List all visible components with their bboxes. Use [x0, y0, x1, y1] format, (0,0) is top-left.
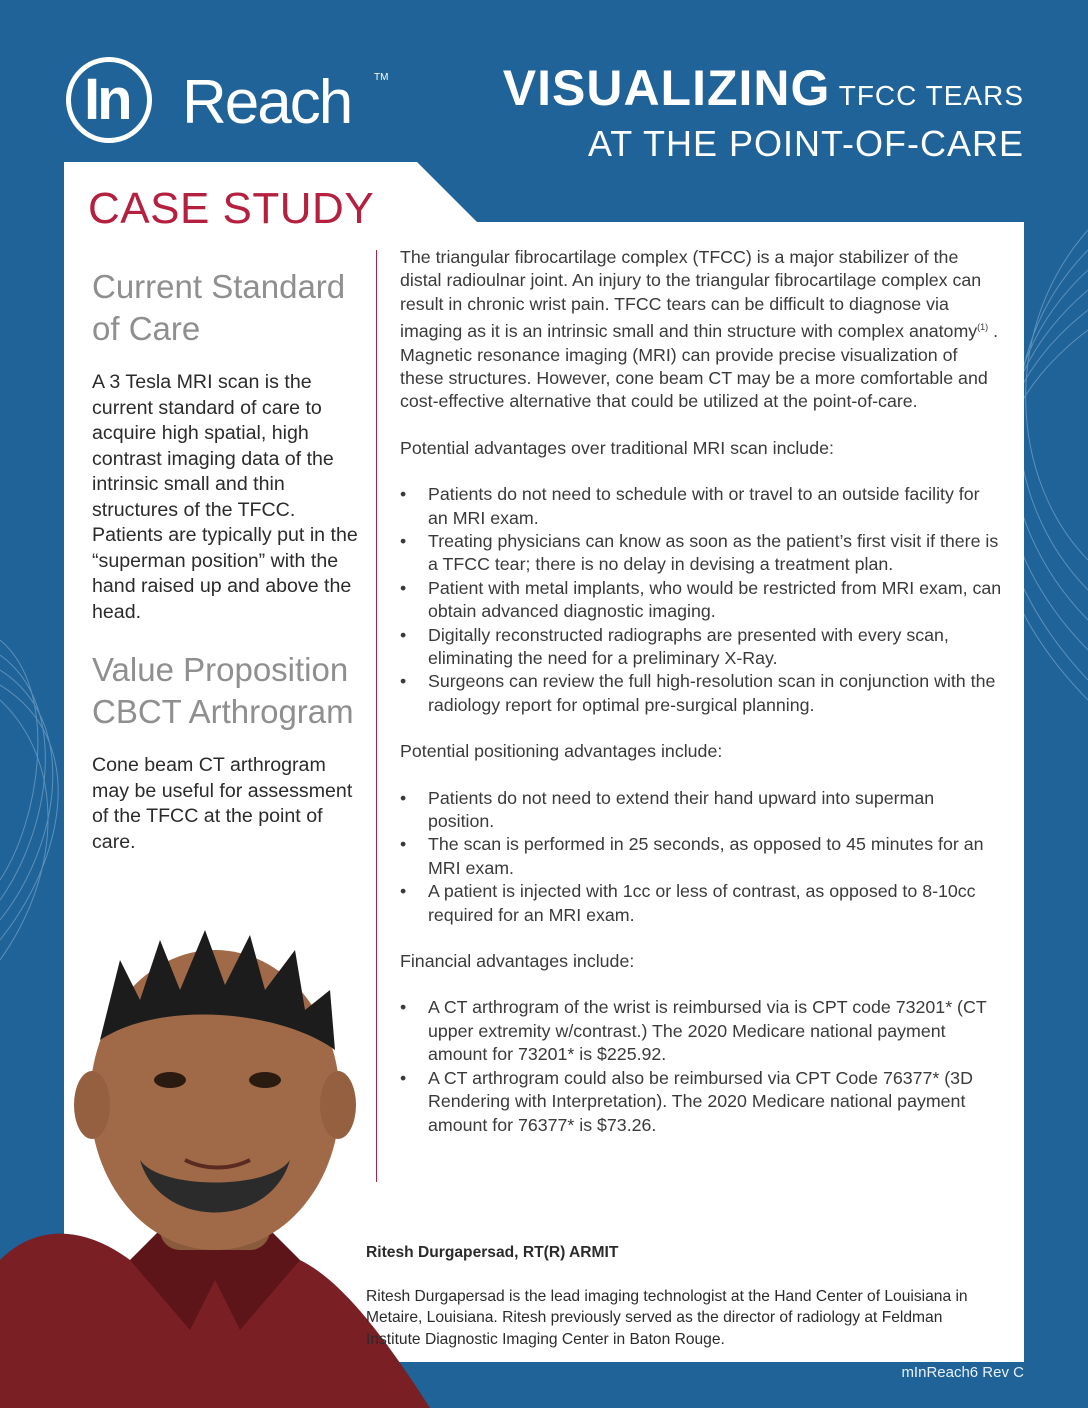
mri-advantages-list: [400, 483, 1004, 717]
value-proposition-heading: [92, 649, 362, 733]
list-item: [400, 624, 1004, 671]
case-study-label: CASE STUDY: [88, 184, 375, 233]
bullet-icon: •: [400, 1067, 407, 1088]
current-standard-heading-line1: Current Standard: [92, 268, 346, 305]
bullet-icon: •: [400, 530, 407, 551]
list-item: [400, 577, 1004, 624]
bullet-icon: •: [400, 787, 407, 808]
mri-advantages-title: Potential advantages over traditional MRI scan include:: [400, 437, 834, 458]
header-title-line: [503, 60, 1024, 124]
header-title-rest: TFCC TEARS: [838, 80, 1024, 111]
positioning-advantages-list: [400, 787, 1004, 927]
author-description: Ritesh Durgapersad is the lead imaging technologist at the Hand Center of Louisiana in Metaire, Louisiana. Ritesh previously served as the director of radiology at Feldman Institute Diagnostic Imaging Center in Baton Rouge.: [366, 1287, 968, 1348]
list-item: [400, 787, 1004, 834]
bullet-icon: •: [400, 834, 407, 855]
author-bio: [366, 1242, 986, 1350]
bullet-icon: •: [400, 997, 407, 1018]
bullet-icon: •: [400, 881, 407, 902]
document-code: mInReach6 Rev C: [901, 1364, 1024, 1381]
bullet-icon: •: [400, 577, 407, 598]
header-title-bold: VISUALIZING: [502, 60, 831, 116]
list-item-text: A CT arthrogram could also be reimbursed via CPT Code 76377* (3D Rendering with Interpretation). The 2020 Medicare national payment amount for 76377* is $73.26.: [428, 1067, 973, 1135]
value-proposition-heading-line1: Value Proposition: [92, 651, 349, 688]
bullet-icon: •: [400, 671, 407, 692]
financial-advantages-title: Financial advantages include:: [400, 951, 635, 972]
list-item-text: Surgeons can review the full high-resolution scan in conjunction with the radiology report for optimal pre-surgical planning.: [428, 671, 996, 715]
logo-trademark: TM: [374, 72, 389, 83]
bullet-icon: •: [400, 484, 407, 505]
current-standard-heading: [92, 266, 362, 350]
intro-reference: (1): [977, 322, 989, 333]
bullet-icon: •: [400, 624, 407, 645]
list-item: [400, 996, 1004, 1066]
inreach-logo: [66, 54, 396, 154]
list-item: [400, 1067, 1004, 1137]
list-item-text: Treating physicians can know as soon as the patient’s first visit if there is a TFCC tear; there is no delay in devising a treatment plan.: [428, 530, 999, 575]
financial-advantages-list: [400, 996, 1004, 1136]
list-item: [400, 530, 1004, 577]
current-standard-text: A 3 Tesla MRI scan is the current standard of care to acquire high spatial, high contrast imaging data of the intrinsic small and thin structures of the TFCC. Patients are typically put in the “superman position” with the hand raised up and above the head.: [92, 371, 358, 623]
list-item-text: A patient is injected with 1cc or less of contrast, as opposed to 8-10cc required for an MRI exam.: [428, 881, 976, 925]
list-item-text: Patients do not need to extend their hand upward into superman position.: [428, 787, 935, 832]
intro-text-b: . Magnetic resonance imaging (MRI) can provide precise visualization of these structures. However, cone beam CT may be a more comfortable and cost-effective alternative that could be utilized at the point-of-care.: [400, 321, 999, 412]
list-item-text: A CT arthrogram of the wrist is reimbursed via is CPT code 73201* (CT upper extremity w/contrast.) The 2020 Medicare national payment amount for 73201* is $225.92.: [428, 997, 987, 1065]
portrait-eye-right: [249, 1072, 281, 1088]
list-item-text: Digitally reconstructed radiographs are presented with every scan, eliminating the need for a preliminary X-Ray.: [428, 624, 949, 669]
list-item: [400, 483, 1004, 530]
left-column: [92, 266, 362, 879]
logo-in-text: In: [84, 67, 130, 132]
header-subtitle: AT THE POINT-OF-CARE: [587, 123, 1024, 164]
list-item-text: The scan is performed in 25 seconds, as opposed to 45 minutes for an MRI exam.: [428, 834, 984, 878]
page-header: [503, 60, 1024, 164]
positioning-advantages-title: Potential positioning advantages include:: [400, 741, 723, 762]
main-column: [400, 246, 1004, 1160]
value-proposition-heading-line2: CBCT Arthrogram: [92, 693, 354, 730]
current-standard-heading-line2: of Care: [92, 310, 201, 347]
list-item: [400, 833, 1004, 880]
list-item-text: Patient with metal implants, who would be restricted from MRI exam, can obtain advanced diagnostic imaging.: [428, 577, 1002, 622]
intro-paragraph: [400, 246, 1004, 414]
intro-text-a: The triangular fibrocartilage complex (TFCC) is a major stabilizer of the distal radioulnar joint. An injury to the triangular fibrocartilage complex can result in chronic wrist pain. TFCC tears can be difficult to diagnose via imaging as it is an intrinsic small and thin structure with complex anatomy: [400, 247, 982, 342]
logo-reach-text: Reach: [182, 68, 352, 137]
portrait-eye-left: [154, 1072, 186, 1088]
list-item: [400, 880, 1004, 927]
value-proposition-text: Cone beam CT arthrogram may be useful for assessment of the TFCC at the point of care.: [92, 754, 353, 853]
list-item: [400, 670, 1004, 717]
author-name: Ritesh Durgapersad, RT(R) ARMIT: [366, 1244, 619, 1261]
portrait-ear-right: [320, 1071, 356, 1139]
list-item-text: Patients do not need to schedule with or travel to an outside facility for an MRI exam.: [428, 484, 980, 528]
portrait-ear-left: [74, 1071, 110, 1139]
